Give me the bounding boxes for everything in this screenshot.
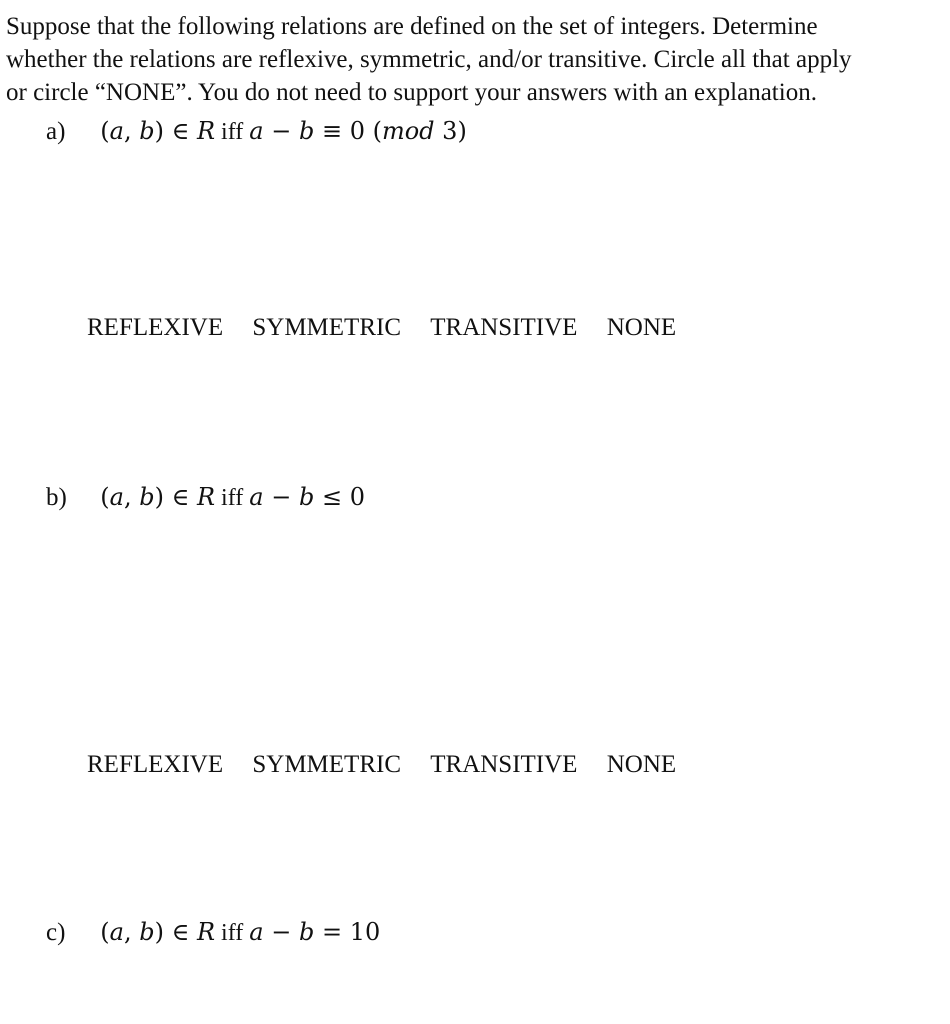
question-a-label: a) xyxy=(46,118,66,145)
question-c-relation: (a, b) ∈ R iff a − b = 10 xyxy=(100,918,381,946)
question-b-choice-reflexive[interactable]: REFLEXIVE xyxy=(87,751,224,778)
question-a-choice-symmetric[interactable]: SYMMETRIC xyxy=(252,314,401,341)
question-a xyxy=(46,116,467,147)
question-b-choice-symmetric[interactable]: SYMMETRIC xyxy=(252,751,401,778)
question-b-choices xyxy=(87,750,699,780)
question-b xyxy=(46,482,365,513)
question-b-label: b) xyxy=(46,484,67,511)
instructions-line-3: or circle “NONE”. You do not need to support your answers with an explanation. xyxy=(6,79,817,106)
instructions-line-2: whether the relations are reflexive, symmetric, and/or transitive. Circle all that apply xyxy=(6,46,852,73)
question-a-choice-transitive[interactable]: TRANSITIVE xyxy=(430,314,578,341)
question-a-choices xyxy=(87,313,699,343)
question-b-choice-none[interactable]: NONE xyxy=(606,751,677,778)
question-a-relation: (a, b) ∈ R iff a − b ≡ 0 (mod 3) xyxy=(100,117,467,145)
instructions-paragraph xyxy=(6,10,911,109)
question-c xyxy=(46,917,380,948)
question-c-label: c) xyxy=(46,919,66,946)
question-a-choice-reflexive[interactable]: REFLEXIVE xyxy=(87,314,224,341)
question-b-relation: (a, b) ∈ R iff a − b ≤ 0 xyxy=(100,483,365,511)
question-a-choice-none[interactable]: NONE xyxy=(606,314,677,341)
instructions-line-1: Suppose that the following relations are defined on the set of integers. Determine xyxy=(6,13,818,40)
question-b-choice-transitive[interactable]: TRANSITIVE xyxy=(430,751,578,778)
